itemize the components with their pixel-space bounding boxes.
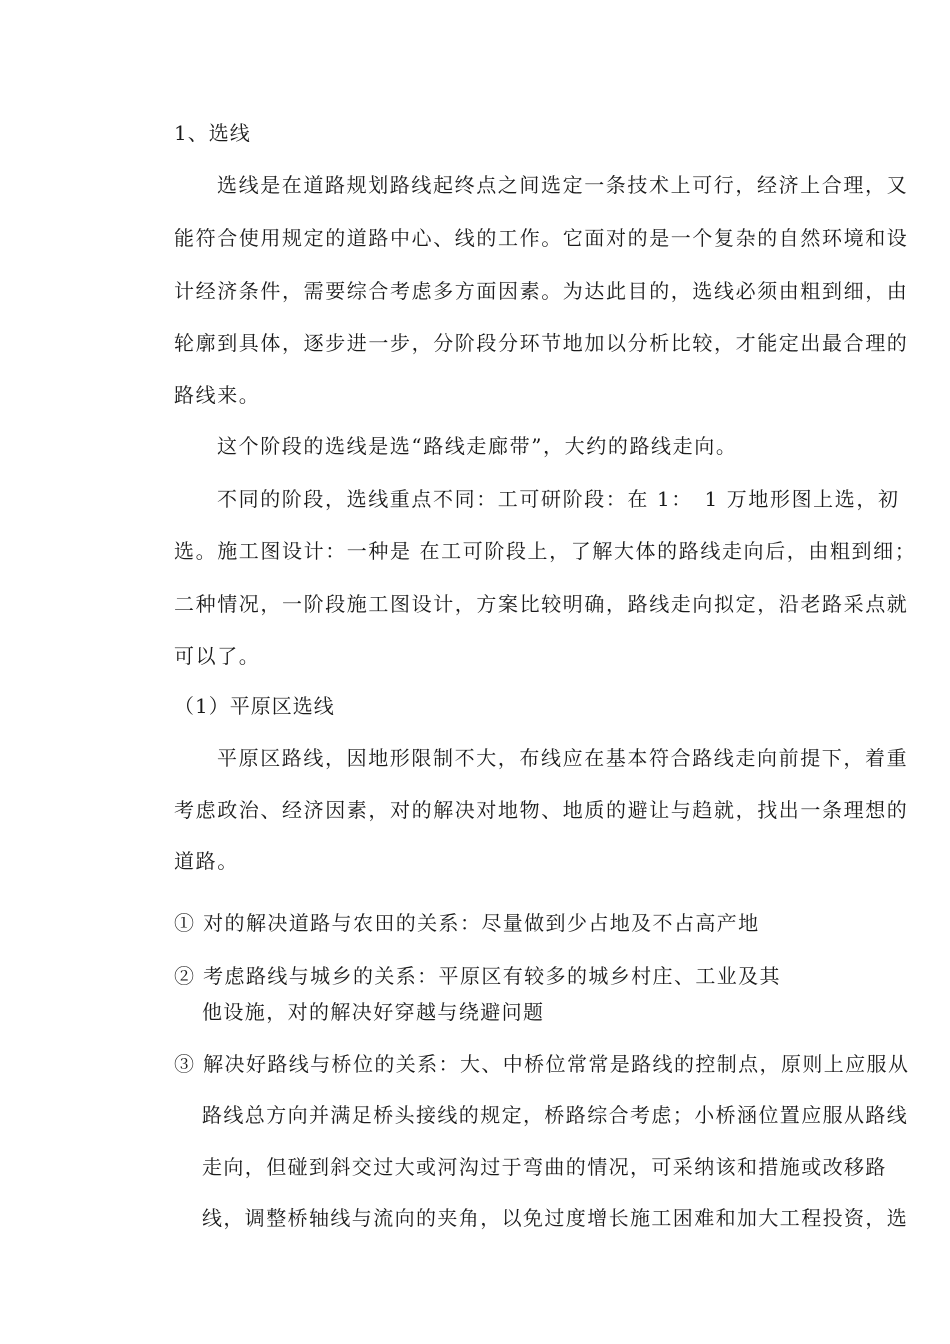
list-item-continuation: 路线总方向并满足桥头接线的规定，桥路综合考虑；小桥涵位置应服从路线 bbox=[202, 1103, 909, 1127]
paragraph-line: 道路。 bbox=[174, 849, 239, 873]
list-item: ② 考虑路线与城乡的关系：平原区有较多的城乡村庄、工业及其 bbox=[174, 964, 781, 988]
paragraph-line: 平原区路线，因地形限制不大，布线应在基本符合路线走向前提下，着重 bbox=[217, 746, 909, 770]
paragraph-line: 这个阶段的选线是选“路线走廊带”，大约的路线走向。 bbox=[217, 434, 738, 458]
list-item: ① 对的解决道路与农田的关系：尽量做到少占地及不占高产地 bbox=[174, 911, 760, 935]
paragraph-line: 选。施工图设计：一种是 在工可阶段上，了解大体的路线走向后，由粗到细； bbox=[174, 539, 917, 563]
list-item: ③ 解决好路线与桥位的关系：大、中桥位常常是路线的控制点，原则上应服从 bbox=[174, 1052, 910, 1076]
paragraph-line: 可以了。 bbox=[174, 644, 261, 668]
paragraph-line: 不同的阶段，选线重点不同：工可研阶段：在 1： 1 万地形图上选，初 bbox=[217, 487, 900, 511]
list-item-continuation: 他设施，对的解决好穿越与绕避问题 bbox=[202, 1000, 545, 1024]
paragraph-line: 考虑政治、经济因素，对的解决对地物、地质的避让与趋就，找出一条理想的 bbox=[174, 798, 909, 822]
paragraph-line: 轮廓到具体，逐步进一步，分阶段分环节地加以分析比较，才能定出最合理的 bbox=[174, 331, 909, 355]
subsection-heading-plain-area: （1）平原区选线 bbox=[174, 694, 335, 718]
list-item-continuation: 线，调整桥轴线与流向的夹角，以免过度增长施工困难和加大工程投资，选 bbox=[202, 1206, 909, 1230]
section-heading-route-selection: 1、选线 bbox=[174, 121, 251, 145]
list-item-continuation: 走向，但碰到斜交过大或河沟过于弯曲的情况，可采纳该和措施或改移路 bbox=[202, 1155, 887, 1179]
paragraph-line: 路线来。 bbox=[174, 383, 261, 407]
paragraph-line: 计经济条件，需要综合考虑多方面因素。为达此目的，选线必须由粗到细，由 bbox=[174, 279, 909, 303]
paragraph-line: 能符合使用规定的道路中心、线的工作。它面对的是一个复杂的自然环境和设 bbox=[174, 226, 909, 250]
paragraph-line: 二种情况，一阶段施工图设计，方案比较明确，路线走向拟定，沿老路采点就 bbox=[174, 592, 909, 616]
paragraph-line: 选线是在道路规划路线起终点之间选定一条技术上可行，经济上合理，又 bbox=[217, 173, 909, 197]
